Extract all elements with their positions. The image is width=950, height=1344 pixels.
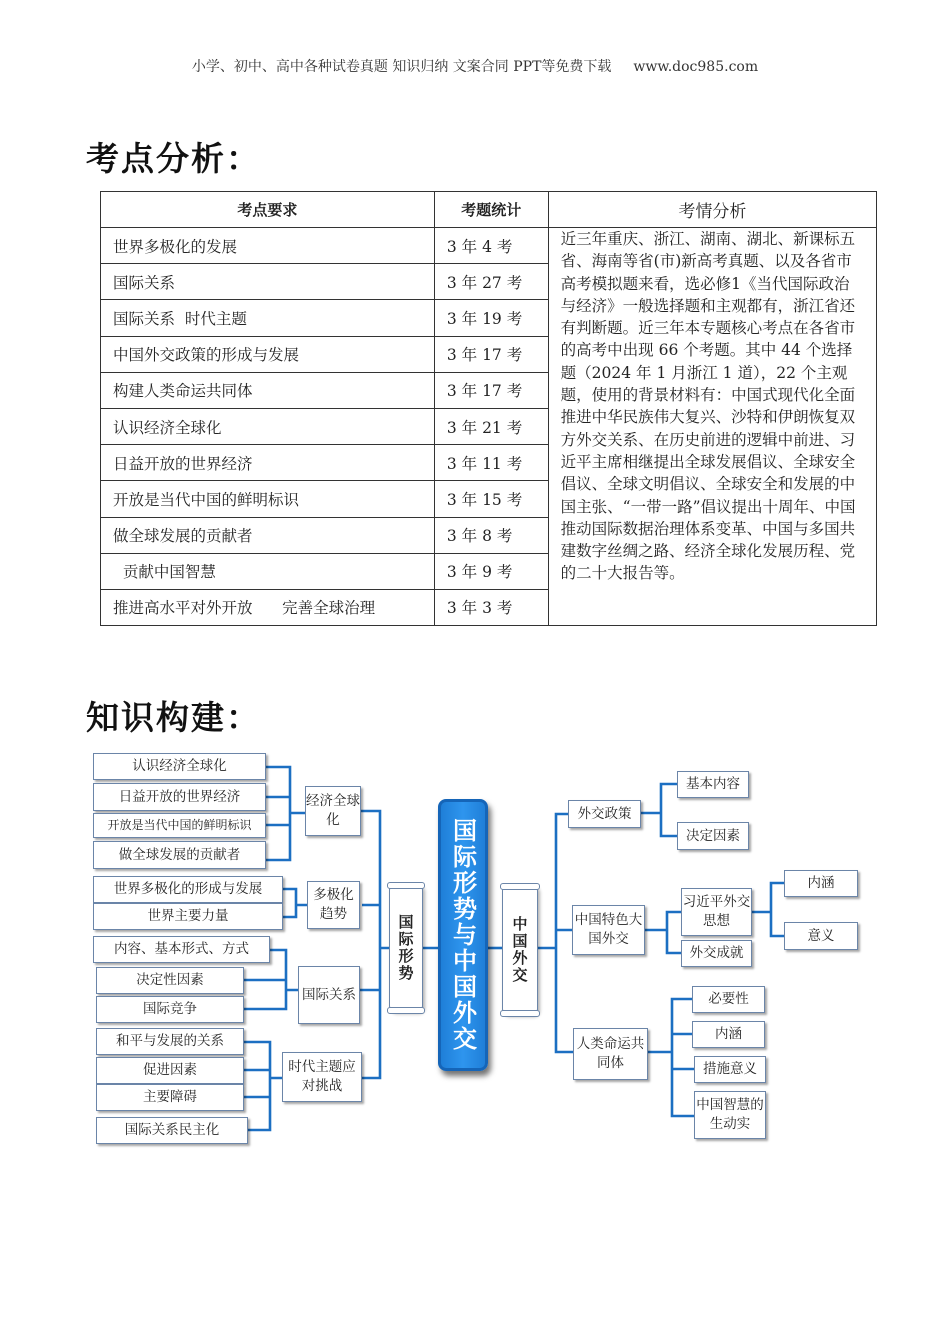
cell-statistics: 3 年 21 考 [434,408,548,444]
header-requirement: 考点要求 [101,192,435,228]
cell-statistics: 3 年 27 考 [434,264,548,300]
cell-statistics: 3 年 15 考 [434,481,548,517]
header-statistics: 考题统计 [434,192,548,228]
cell-requirement: 日益开放的世界经济 [101,445,435,481]
node-recognize-globalization: 认识经济全球化 [93,753,266,780]
cell-statistics: 3 年 17 考 [434,372,548,408]
cell-requirement: 中国外交政策的形成与发展 [101,336,435,372]
cell-requirement: 做全球发展的贡献者 [101,517,435,553]
cell-statistics: 3 年 3 考 [434,589,548,625]
cell-requirement: 构建人类命运共同体 [101,372,435,408]
node-chinese-wisdom: 中国智慧的生动实 [694,1091,766,1139]
node-community-shared-future: 人类命运共同体 [573,1028,648,1080]
branch-china-diplomacy: 中国外交 [502,885,538,1015]
node-international-relations: 国际关系 [298,966,360,1024]
cell-statistics: 3 年 19 考 [434,300,548,336]
cell-statistics: 3 年 17 考 [434,336,548,372]
node-basic-content: 基本内容 [677,771,749,798]
node-connotation: 内涵 [784,870,858,897]
node-major-country-diplomacy: 中国特色大国外交 [572,905,645,955]
cell-requirement: 贡献中国智慧 [101,553,435,589]
node-multipolarity-development: 世界多极化的形成与发展 [93,876,283,903]
section-title-knowledge: 知识构建： [86,698,261,737]
node-democratization: 国际关系民主化 [96,1117,248,1144]
cell-requirement: 国际关系 时代主题 [101,300,435,336]
cell-requirement: 世界多极化的发展 [101,228,435,264]
node-decisive-factor: 决定性因素 [96,967,244,994]
cell-statistics: 3 年 11 考 [434,445,548,481]
node-foreign-policy: 外交政策 [568,800,641,828]
node-determining-factors: 决定因素 [677,822,749,850]
header-url[interactable]: www.doc985.com [633,59,759,75]
cell-statistics: 3 年 9 考 [434,553,548,589]
node-open-world-economy: 日益开放的世界经济 [93,783,266,811]
node-xi-diplomatic-thought: 习近平外交思想 [681,888,752,936]
header-text: 小学、初中、高中各种试卷真题 知识归纳 文案合同 PPT等免费下载 [191,59,612,75]
mindmap-center-node: 国际形势与中国外交 [438,799,488,1071]
node-international-competition: 国际竞争 [96,996,244,1023]
section-title-analysis: 考点分析： [86,139,261,178]
cell-requirement: 推进高水平对外开放 完善全球治理 [101,589,435,625]
node-open-china-mark: 开放是当代中国的鲜明标识 [93,813,266,838]
node-major-world-forces: 世界主要力量 [93,903,283,930]
cell-analysis: 近三年重庆、浙江、湖南、湖北、新课标五省、海南等省(市)新高考真题、以及各省市高考模拟题来看，选必修1《当代国际政治与经济》一般选择题和主观都有，浙江省还有判断题。近三年本专题核心考点在各省市的高考中出现 66 个考题。其中 44 个选择题（2024 年 1 月浙江 1 道），22 个主观题，使用的背景材料有：中国式现代化全面推进中华民族伟大复兴、沙特和伊朗恢复双方外交关系、在历史前进的逻辑中前进、习近平主席相继提出全球发展倡议、全球安全倡议、全球文明倡议、全球安全和发展的中国主张、“一带一路”倡议提出十周年、中国推动国际数据治理体系变革、中国与多国共建数字丝绸之路、经济全球化发展历程、党的二十大报告等。 [548,228,876,626]
cell-requirement: 认识经济全球化 [101,408,435,444]
node-measures-significance: 措施意义 [694,1056,766,1083]
cell-statistics: 3 年 4 考 [434,228,548,264]
cell-requirement: 国际关系 [101,264,435,300]
cell-statistics: 3 年 8 考 [434,517,548,553]
node-economic-globalization: 经济全球化 [305,786,361,836]
cell-requirement: 开放是当代中国的鲜明标识 [101,481,435,517]
header-analysis: 考情分析 [548,192,876,228]
node-necessity: 必要性 [692,986,765,1013]
node-peace-development-relation: 和平与发展的关系 [96,1028,244,1055]
node-significance: 意义 [784,922,858,950]
node-promoting-factors: 促进因素 [96,1057,244,1084]
node-multipolar-trend: 多极化趋势 [307,881,360,929]
node-community-connotation: 内涵 [692,1021,765,1048]
node-relations-content-form: 内容、基本形式、方式 [93,936,270,963]
node-era-theme: 时代主题应对挑战 [282,1052,362,1102]
node-main-obstacles: 主要障碍 [96,1084,244,1111]
node-diplomatic-achievements: 外交成就 [681,940,752,967]
node-global-development-contributor: 做全球发展的贡献者 [93,841,266,869]
branch-international-situation: 国际形势 [389,884,423,1012]
